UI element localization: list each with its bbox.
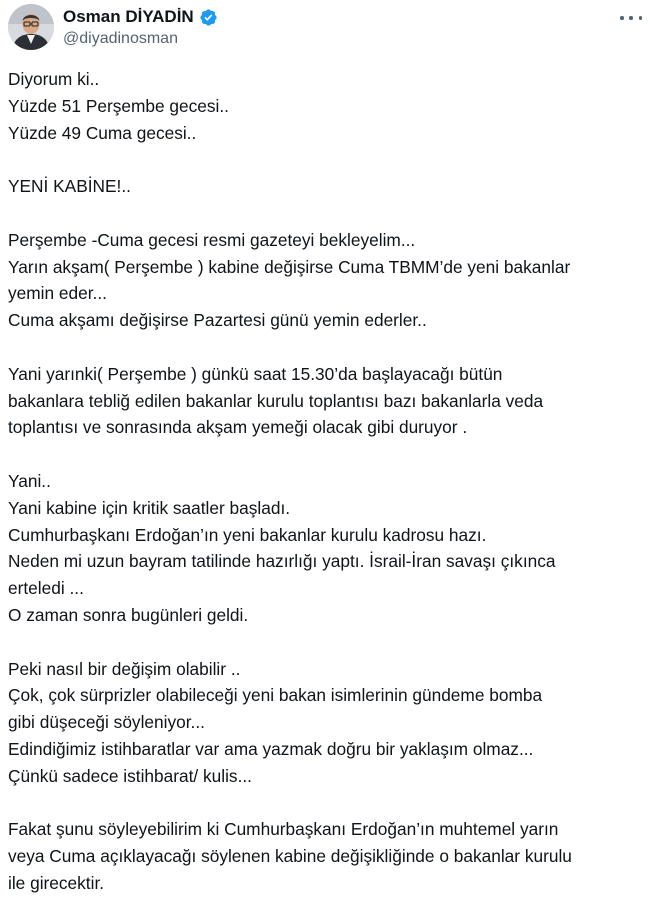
tweet-line: Yüzde 51 Perşembe gecesi.. [8, 95, 229, 116]
tweet-line: Yani yarınki( Perşembe ) günkü saat 15.30’da başlayacağı bütün [8, 363, 503, 384]
tweet-line: Fakat şunu söyleyebilirim ki Cumhurbaşkanı Erdoğan’ın muhtemel yarın [8, 819, 559, 840]
tweet-line: Yani kabine için kritik saatler başladı. [8, 497, 291, 518]
author-handle[interactable]: @diyadinosman [63, 30, 178, 47]
tweet-line: gibi düşeceği söyleniyor... [8, 712, 205, 733]
tweet-line: Edindiğimiz istihbaratlar var ama yazmak doğru bir yaklaşım olmaz... [8, 738, 534, 759]
more-options-icon[interactable] [620, 10, 642, 26]
tweet-line: yemin eder... [8, 283, 107, 304]
tweet-line: Yüzde 49 Cuma gecesi.. [8, 122, 197, 143]
author-display-name[interactable]: Osman DİYADİN [63, 7, 194, 26]
author-block [63, 6, 218, 48]
tweet-line: veya Cuma açıklayacağı söylenen kabine değişikliğinde o bakanlar kurulu [8, 846, 572, 867]
tweet-paragraph [8, 361, 642, 441]
tweet-line: Cumhurbaşkanı Erdoğan’ın yeni bakanlar kurulu kadrosu hazı. [8, 524, 487, 545]
tweet-line: erteledi ... [8, 578, 84, 599]
tweet-line: toplantısı ve sonrasında akşam yemeği olacak gibi duruyor . [8, 417, 468, 438]
tweet-paragraph [8, 173, 642, 200]
tweet-line: Cuma akşamı değişirse Pazartesi günü yemin ederler.. [8, 310, 427, 331]
tweet-line: ile girecektir. [8, 872, 105, 893]
verified-badge-icon[interactable] [199, 8, 218, 27]
avatar[interactable] [8, 4, 54, 50]
tweet-paragraph [8, 816, 642, 896]
tweet-paragraph [8, 468, 642, 629]
tweet-header [8, 4, 642, 52]
tweet-line: YENİ KABİNE!.. [8, 176, 131, 197]
tweet-line: Yarın akşam( Perşembe ) kabine değişirse Cuma TBMM’de yeni bakanlar [8, 256, 571, 277]
tweet-paragraph [8, 227, 642, 334]
tweet-paragraph [8, 66, 642, 146]
tweet-line: Çok, çok sürprizler olabileceği yeni bakan isimlerinin gündeme bomba [8, 685, 543, 706]
tweet-line: O zaman sonra bugünleri geldi. [8, 604, 249, 625]
tweet-text [8, 66, 642, 897]
tweet-line: Çünkü sadece istihbarat/ kulis... [8, 765, 252, 786]
avatar-photo [8, 4, 54, 50]
tweet-line: Perşembe -Cuma gecesi resmi gazeteyi bekleyelim... [8, 229, 416, 250]
tweet-line: Neden mi uzun bayram tatilinde hazırlığı yaptı. İsrail-İran savaşı çıkınca [8, 551, 556, 572]
tweet-line: Yani.. [8, 470, 51, 491]
tweet-line: Peki nasıl bir değişim olabilir .. [8, 658, 241, 679]
tweet-line: bakanlara tebliğ edilen bakanlar kurulu toplantısı bazı bakanlarla veda [8, 390, 544, 411]
tweet-line: Diyorum ki.. [8, 69, 100, 89]
tweet-paragraph [8, 656, 642, 790]
